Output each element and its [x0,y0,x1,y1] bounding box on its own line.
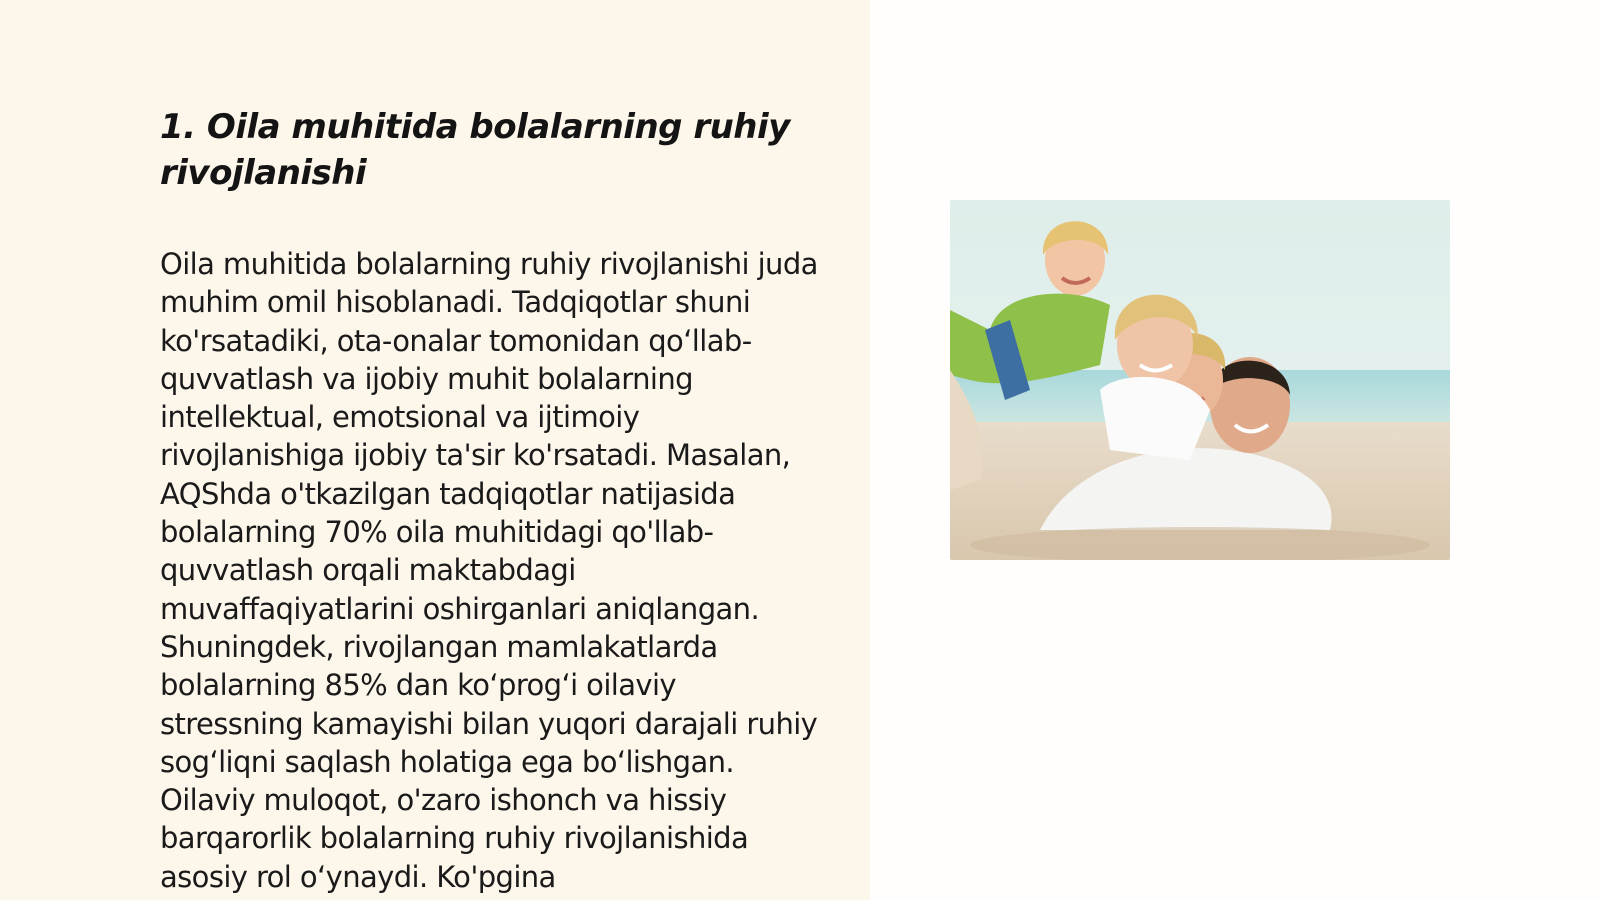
slide-body-text: Oila muhitida bolalarning ruhiy rivojlanishi juda muhim omil hisoblanadi. Tadqiqotlar shuni ko'rsatadiki, ota-onalar tomonidan qo‘llab-quvvatlash va ijobiy muhit bolalarning intellektual, emotsional va ijtimoiy rivojlanishiga ijobiy ta'sir ko'rsatadi. Masalan, AQShda o'tkazilgan tadqiqotlar natijasida bolalarning 70% oila muhitidagi qo'llab-quvvatlash orqali maktabdagi muvaffaqiyatlarini oshirganlari aniqlangan. Shuningdek, rivojlangan mamlakatlarda bolalarning 85% dan ko‘prog‘i oilaviy stressning kamayishi bilan yuqori darajali ruhiy sog‘liqni saqlash holatiga ega bo‘lishgan. Oilaviy muloqot, o'zaro ishonch va hissiy barqarorlik bolalarning ruhiy rivojlanishida asosiy rol o‘ynaydi. Ko'pgina [160,247,818,894]
family-beach-photo [950,200,1450,560]
family-beach-illustration [950,200,1450,560]
slide-heading: 1. Oila muhitida bolalarning ruhiy rivojlanishi [160,107,790,193]
